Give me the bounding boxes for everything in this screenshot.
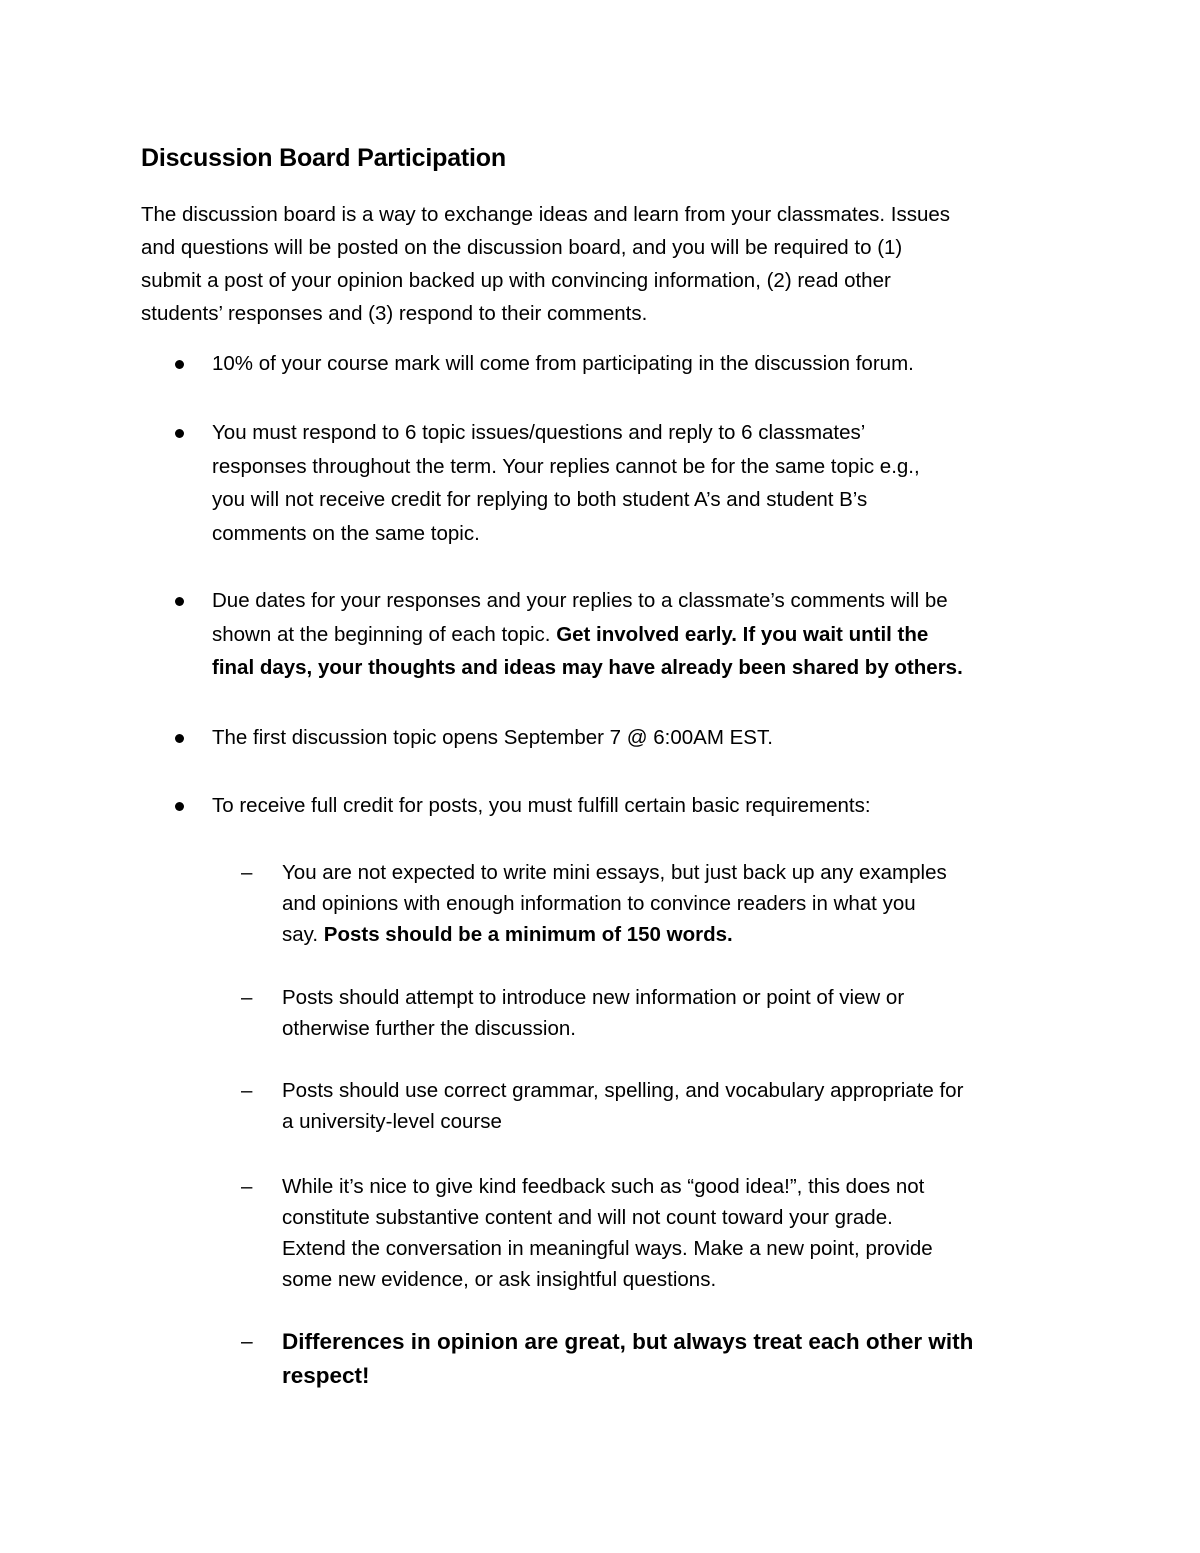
sub-item-emphasis: respect! bbox=[282, 1363, 370, 1388]
intro-line: The discussion board is a way to exchange ideas and learn from your classmates. Issues bbox=[141, 203, 951, 226]
bullet-text: 10% of your course mark will come from participating in the discussion forum. bbox=[212, 352, 914, 375]
bullet-text: You must respond to 6 topic issues/questions and reply to 6 classmates’ bbox=[212, 421, 866, 444]
bullet-dot-icon bbox=[175, 734, 184, 743]
bullet-item-respond-requirement bbox=[212, 416, 1082, 550]
intro-line: students’ responses and (3) respond to their comments. bbox=[141, 302, 648, 325]
sub-item-emphasis: Differences in opinion are great, but always treat each other with bbox=[282, 1329, 974, 1354]
sub-item-text: Posts should use correct grammar, spelling, and vocabulary appropriate for bbox=[282, 1079, 964, 1102]
dash-icon: – bbox=[241, 986, 253, 1009]
sub-item-text: a university-level course bbox=[282, 1110, 502, 1133]
bullet-text: Due dates for your responses and your replies to a classmate’s comments will be bbox=[212, 589, 948, 612]
dash-icon: – bbox=[241, 1079, 253, 1102]
bullet-emphasis-line bbox=[212, 651, 1082, 685]
sub-item-text: Posts should attempt to introduce new information or point of view or bbox=[282, 986, 905, 1009]
sub-item-text: say. bbox=[282, 923, 324, 946]
sub-item-mini-essays bbox=[241, 857, 1082, 950]
sub-item-text: otherwise further the discussion. bbox=[282, 1017, 576, 1040]
bullet-text: you will not receive credit for replying to both student A’s and student B’s bbox=[212, 488, 868, 511]
intro-paragraph bbox=[141, 198, 1071, 330]
bullet-item-first-topic bbox=[212, 721, 1082, 755]
dash-icon: – bbox=[241, 1330, 253, 1353]
bullet-item-due-dates bbox=[212, 584, 1082, 685]
intro-line: and questions will be posted on the discussion board, and you will be required to (1) bbox=[141, 236, 903, 259]
bullet-item-full-credit bbox=[212, 789, 1082, 823]
sub-item-text: While it’s nice to give kind feedback such as “good idea!”, this does not bbox=[282, 1175, 925, 1198]
bullet-text: The first discussion topic opens September 7 @ 6:00AM EST. bbox=[212, 726, 773, 749]
sub-item-new-information bbox=[241, 982, 1082, 1044]
sub-item-respect bbox=[241, 1325, 1082, 1393]
bullet-dot-icon bbox=[175, 360, 184, 369]
bullet-text: responses throughout the term. Your replies cannot be for the same topic e.g., bbox=[212, 454, 920, 478]
sub-item-feedback bbox=[241, 1171, 1082, 1295]
page-title: Discussion Board Participation bbox=[141, 144, 506, 172]
sub-item-emphasis: Posts should be a minimum of 150 words. bbox=[323, 923, 733, 946]
sub-item-text: constitute substantive content and will not count toward your grade. bbox=[282, 1206, 893, 1229]
sub-item-text: and opinions with enough information to convince readers in what you bbox=[282, 892, 916, 915]
bullet-dot-icon bbox=[175, 597, 184, 606]
intro-line: submit a post of your opinion backed up with convincing information, (2) read other bbox=[141, 269, 891, 292]
bullet-emphasis: final days, your thoughts and ideas may have already been shared by others. bbox=[212, 656, 963, 679]
bullet-dot-icon bbox=[175, 802, 184, 811]
sub-item-text: Extend the conversation in meaningful ways. Make a new point, provide bbox=[282, 1237, 933, 1260]
sub-item-text-mixed bbox=[282, 919, 1082, 950]
bullet-text: comments on the same topic. bbox=[212, 521, 480, 545]
sub-item-text: some new evidence, or ask insightful questions. bbox=[282, 1268, 717, 1291]
dash-icon: – bbox=[241, 1175, 253, 1198]
bullet-text: To receive full credit for posts, you must fulfill certain basic requirements: bbox=[212, 794, 871, 817]
bullet-text: shown at the beginning of each topic. bbox=[212, 622, 557, 646]
sub-item-text: You are not expected to write mini essays, but just back up any examples bbox=[282, 861, 947, 884]
sub-item-grammar bbox=[241, 1075, 1082, 1137]
bullet-dot-icon bbox=[175, 429, 184, 438]
bullet-item-course-mark bbox=[212, 347, 1082, 381]
dash-icon: – bbox=[241, 861, 253, 884]
bullet-text-mixed bbox=[212, 618, 1082, 652]
bullet-emphasis: Get involved early. If you wait until the bbox=[556, 622, 929, 646]
